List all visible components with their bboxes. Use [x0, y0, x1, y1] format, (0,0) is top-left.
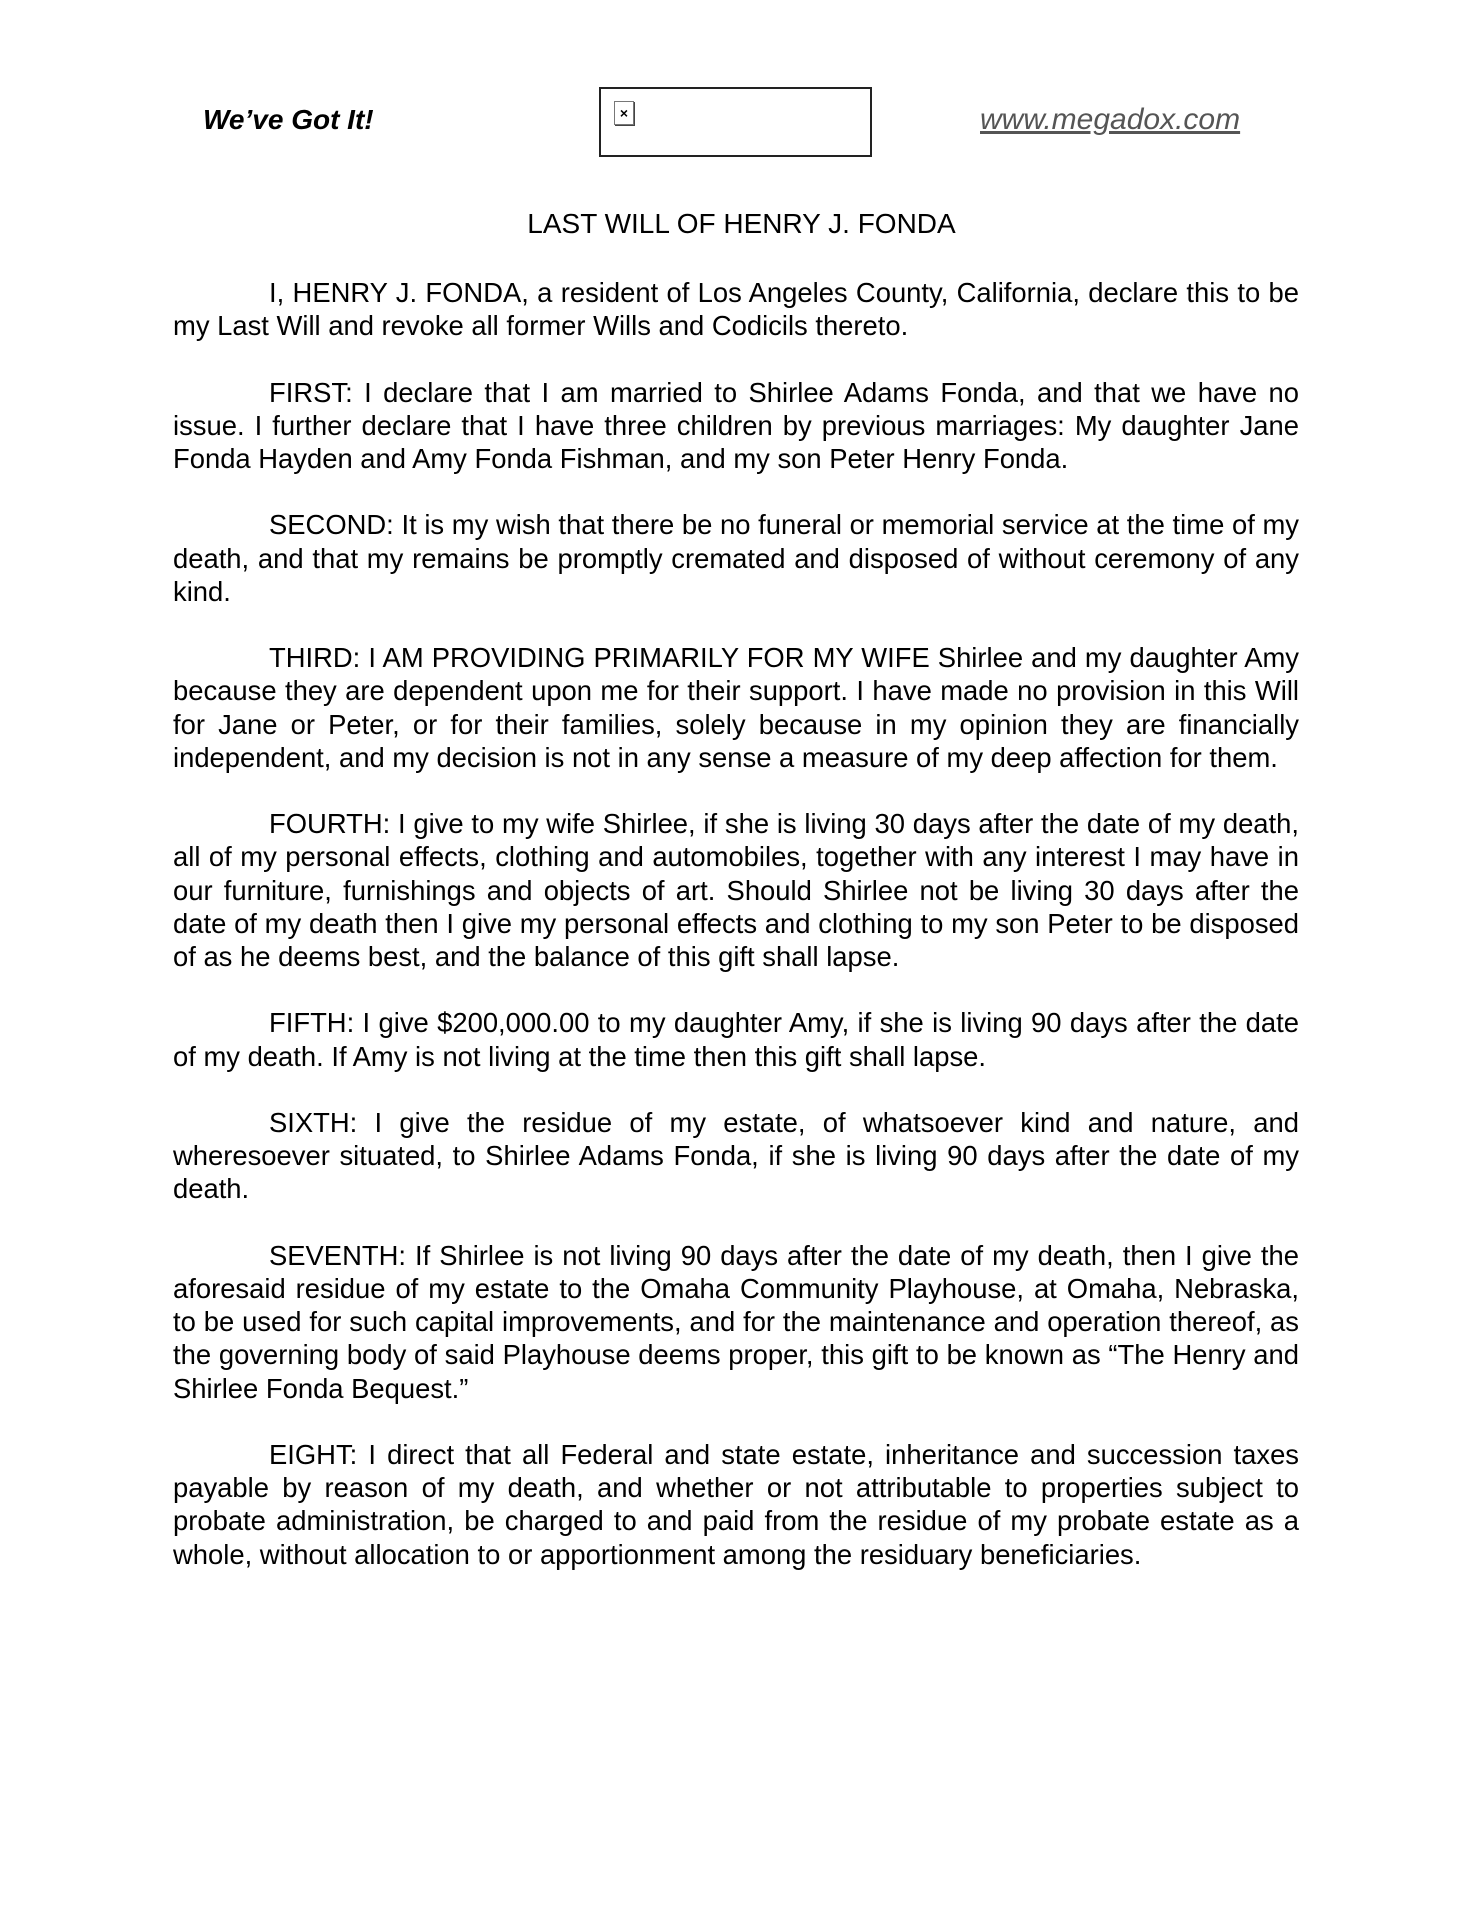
document-body [173, 276, 1299, 1604]
paragraph-second: SECOND: It is my wish that there be no funeral or memorial service at the time of my death, and that my remains be promptly cremated and disposed of without ceremony of any kind. [173, 509, 1299, 607]
paragraph-fifth: FIFTH: I give $200,000.00 to my daughter Amy, if she is living 90 days after the date of my death. If Amy is not living at the time then this gift shall lapse. [173, 1007, 1299, 1072]
logo-image-placeholder [599, 87, 872, 157]
paragraph-fourth: FOURTH: I give to my wife Shirlee, if she is living 30 days after the date of my death, all of my personal effects, clothing and automobiles, together with any interest I may have in our furniture, furnishings and objects of art. Should Shirlee not be living 30 days after the date of my death then I give my personal effects and clothing to my son Peter to be disposed of as he deems best, and the balance of this gift shall lapse. [173, 808, 1299, 972]
paragraph-eighth: EIGHT: I direct that all Federal and state estate, inheritance and succession taxes payable by reason of my death, and whether or not attributable to properties subject to probate administration, be charged to and paid from the residue of my probate estate as a whole, without allocation to or apportionment among the residuary beneficiaries. [173, 1438, 1299, 1570]
broken-image-icon: × [614, 101, 634, 125]
header-tagline: We’ve Got It! [203, 104, 374, 135]
paragraph-declaration: I, HENRY J. FONDA, a resident of Los Angeles County, California, declare this to be my Last Will and revoke all former Wills and Codicils thereto. [173, 277, 1299, 342]
paragraph-first: FIRST: I declare that I am married to Shirlee Adams Fonda, and that we have no issue. I further declare that I have three children by previous marriages: My daughter Jane Fonda Hayden and Amy Fonda Fishman, and my son Peter Henry Fonda. [173, 376, 1299, 474]
website-link[interactable]: www.megadox.com [980, 103, 1241, 136]
document-title: LAST WILL OF HENRY J. FONDA [527, 208, 956, 239]
paragraph-third: THIRD: I AM PROVIDING PRIMARILY FOR MY WIFE Shirlee and my daughter Amy because they are dependent upon me for their support. I have made no provision in this Will for Jane or Peter, or for their families, solely because in my opinion they are financially independent, and my decision is not in any sense a measure of my deep affection for them. [173, 642, 1299, 773]
paragraph-seventh: SEVENTH: If Shirlee is not living 90 days after the date of my death, then I give the aforesaid residue of my estate to the Omaha Community Playhouse, at Omaha, Nebraska, to be used for such capital improvements, and for the maintenance and operation thereof, as the governing body of said Playhouse deems proper, this gift to be known as “The Henry and Shirlee Fonda Bequest.” [173, 1239, 1299, 1404]
paragraph-sixth: SIXTH: I give the residue of my estate, of whatsoever kind and nature, and wheresoever situated, to Shirlee Adams Fonda, if she is living 90 days after the date of my death. [173, 1106, 1299, 1205]
